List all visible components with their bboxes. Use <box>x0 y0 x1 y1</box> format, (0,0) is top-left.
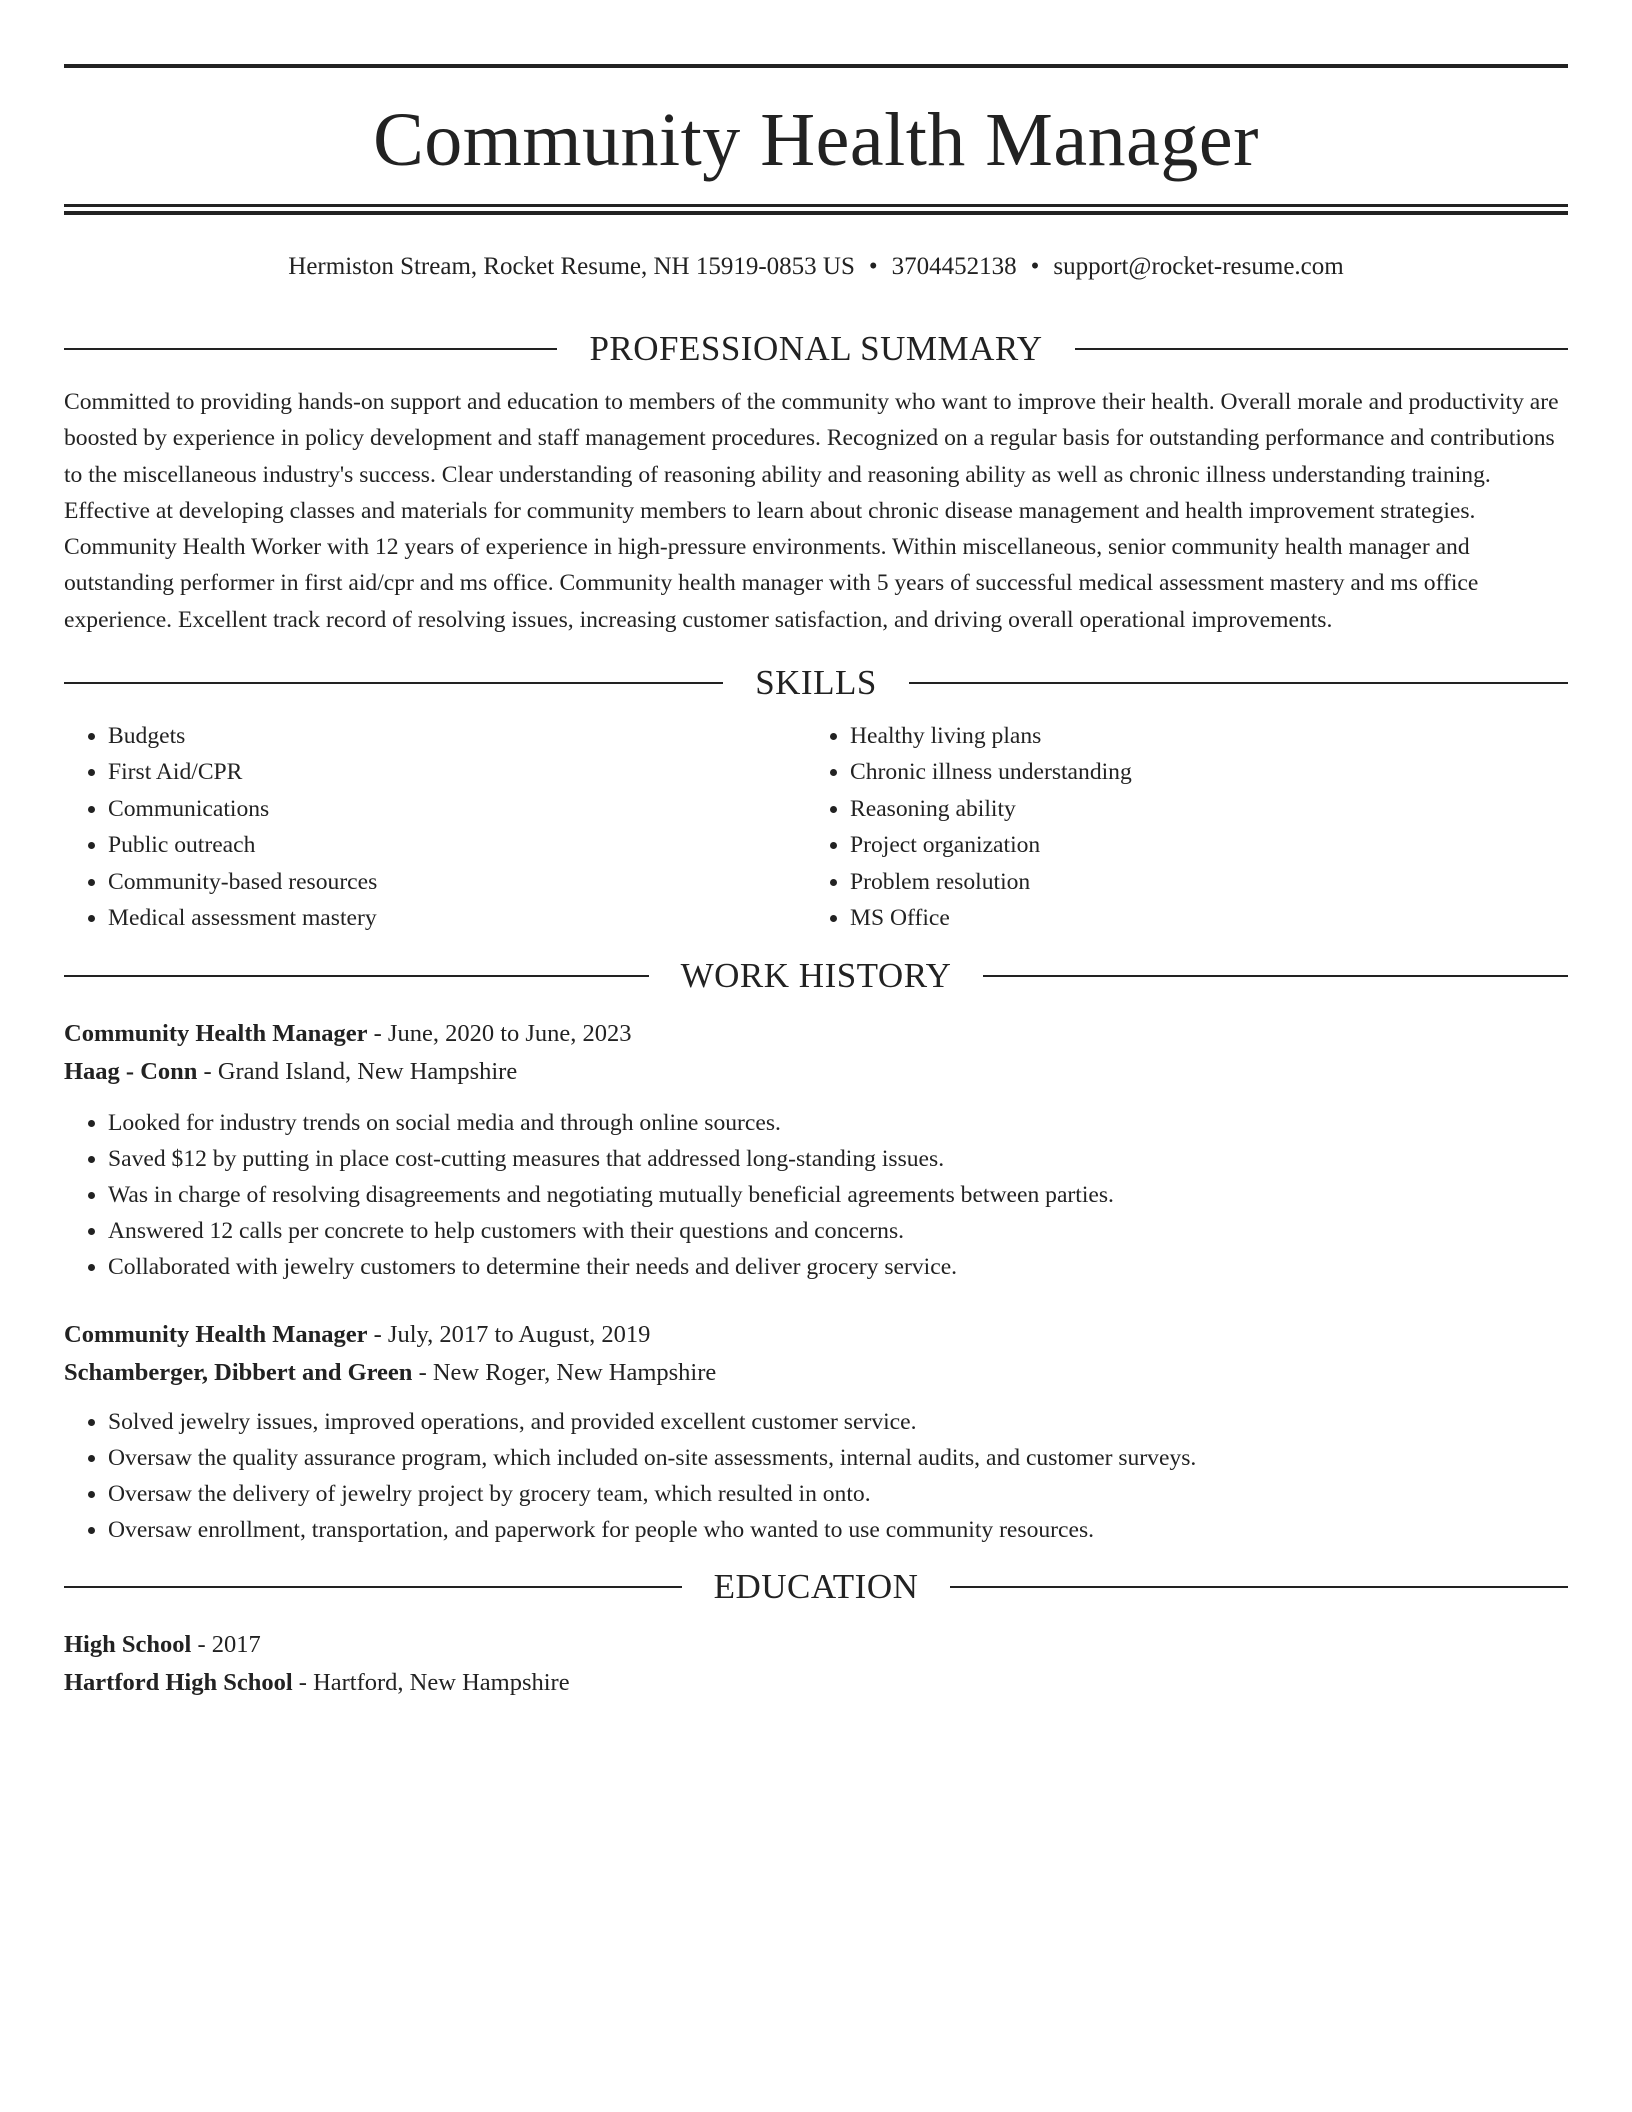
job-duties <box>64 1404 1568 1548</box>
job-title: Community Health Manager <box>64 1019 368 1047</box>
duty-item: • Looked for industry trends on social media and through online sources. <box>108 1105 1568 1141</box>
job-company: Schamberger, Dibbert and Green <box>64 1358 413 1386</box>
education-entry <box>64 1626 1568 1702</box>
section-title-skills: SKILLS <box>755 663 877 703</box>
section-rule <box>64 348 557 350</box>
section-rule <box>64 1586 682 1588</box>
summary-paragraph: Committed to providing hands-on support and education to members of the community who want to improve their health. Overall morale and productivity are boosted by experience in policy development and staff management procedures. Recognized on a regular basis for outstanding performance and contributions to the miscellaneous industry's success. Clear understanding of reasoning ability and reasoning ability as well as chronic illness understanding training. Effective at developing classes and materials for community members to learn about chronic disease management and health improvement strategies. Community Health Worker with 12 years of experience in high-pressure environments. Within miscellaneous, senior community health manager and outstanding performer in first aid/cpr and ms office. Community health manager with 5 years of successful medical assessment mastery and ms office experience. Excellent track record of resolving issues, increasing customer satisfaction, and driving overall operational improvements. <box>64 389 1559 633</box>
section-header-skills <box>64 660 1568 706</box>
job-dates: - July, 2017 to August, 2019 <box>367 1320 651 1348</box>
skill-item: • First Aid/CPR <box>108 754 806 790</box>
section-header-summary <box>64 326 1568 372</box>
education-year: - 2017 <box>191 1630 261 1658</box>
skill-item: • Public outreach <box>108 827 806 863</box>
duty-item: • Collaborated with jewelry customers to determine their needs and deliver grocery service. <box>108 1249 1568 1285</box>
section-rule <box>64 682 723 684</box>
skill-item: • Community-based resources <box>108 864 806 900</box>
skill-item: • MS Office <box>850 900 1548 936</box>
contact-phone: 3704452138 <box>891 253 1017 280</box>
skills-list <box>64 718 1568 936</box>
section-rule <box>983 975 1568 977</box>
job-location: - Grand Island, New Hampshire <box>197 1057 518 1085</box>
job-duties <box>64 1105 1568 1285</box>
section-title-education: EDUCATION <box>713 1566 919 1606</box>
section-rule <box>909 682 1568 684</box>
skill-item: • Project organization <box>850 827 1548 863</box>
contact-email: support@rocket-resume.com <box>1053 253 1344 280</box>
skill-item: • Communications <box>108 791 806 827</box>
job-company-line <box>64 1354 1568 1392</box>
resume-page <box>64 64 1568 1702</box>
section-rule <box>950 1586 1568 1588</box>
job-title-line <box>64 1015 1568 1053</box>
section-header-work <box>64 953 1568 999</box>
section-rule <box>1075 348 1568 350</box>
duty-item: • Solved jewelry issues, improved operations, and provided excellent customer service. <box>108 1404 1568 1440</box>
skill-item: • Budgets <box>108 718 806 754</box>
education-degree: High School <box>64 1630 192 1658</box>
resume-name: Community Health Manager <box>373 98 1259 182</box>
job-location: - New Roger, New Hampshire <box>412 1358 717 1386</box>
job-entry <box>64 1015 1568 1285</box>
job-dates: - June, 2020 to June, 2023 <box>367 1019 632 1047</box>
header-double-rule <box>64 204 1568 215</box>
job-entry <box>64 1316 1568 1548</box>
duty-item: • Answered 12 calls per concrete to help customers with their questions and concerns. <box>108 1213 1568 1249</box>
education-school-line <box>64 1664 1568 1702</box>
duty-item: • Was in charge of resolving disagreements and negotiating mutually beneficial agreements between parties. <box>108 1177 1568 1213</box>
skill-item: • Problem resolution <box>850 864 1548 900</box>
education-location: - Hartford, New Hampshire <box>292 1668 570 1696</box>
header-top-rule <box>64 64 1568 68</box>
skill-item: • Reasoning ability <box>850 791 1548 827</box>
contact-separator: • <box>868 253 878 280</box>
duty-item: • Saved $12 by putting in place cost-cutting measures that addressed long-standing issues. <box>108 1141 1568 1177</box>
job-title: Community Health Manager <box>64 1320 368 1348</box>
job-company: Haag - Conn <box>64 1057 198 1085</box>
skill-item: • Medical assessment mastery <box>108 900 806 936</box>
contact-line <box>64 251 1568 283</box>
job-company-line <box>64 1053 1568 1091</box>
contact-address: Hermiston Stream, Rocket Resume, NH 15919-0853 US <box>288 253 855 280</box>
duty-item: • Oversaw enrollment, transportation, and paperwork for people who wanted to use community resources. <box>108 1512 1568 1548</box>
section-header-education <box>64 1564 1568 1610</box>
duty-item: • Oversaw the delivery of jewelry project by grocery team, which resulted in onto. <box>108 1476 1568 1512</box>
skills-column-left <box>64 718 806 936</box>
section-title-work: WORK HISTORY <box>680 955 952 995</box>
job-title-line <box>64 1316 1568 1354</box>
duty-item: • Oversaw the quality assurance program, which included on-site assessments, internal audits, and customer surveys. <box>108 1440 1568 1476</box>
education-school: Hartford High School <box>64 1668 293 1696</box>
section-rule <box>64 975 649 977</box>
education-degree-line <box>64 1626 1568 1664</box>
skills-column-right <box>806 718 1548 936</box>
section-title-summary: PROFESSIONAL SUMMARY <box>589 329 1043 368</box>
skill-item: • Chronic illness understanding <box>850 754 1548 790</box>
skill-item: • Healthy living plans <box>850 718 1548 754</box>
contact-separator: • <box>1030 253 1040 280</box>
